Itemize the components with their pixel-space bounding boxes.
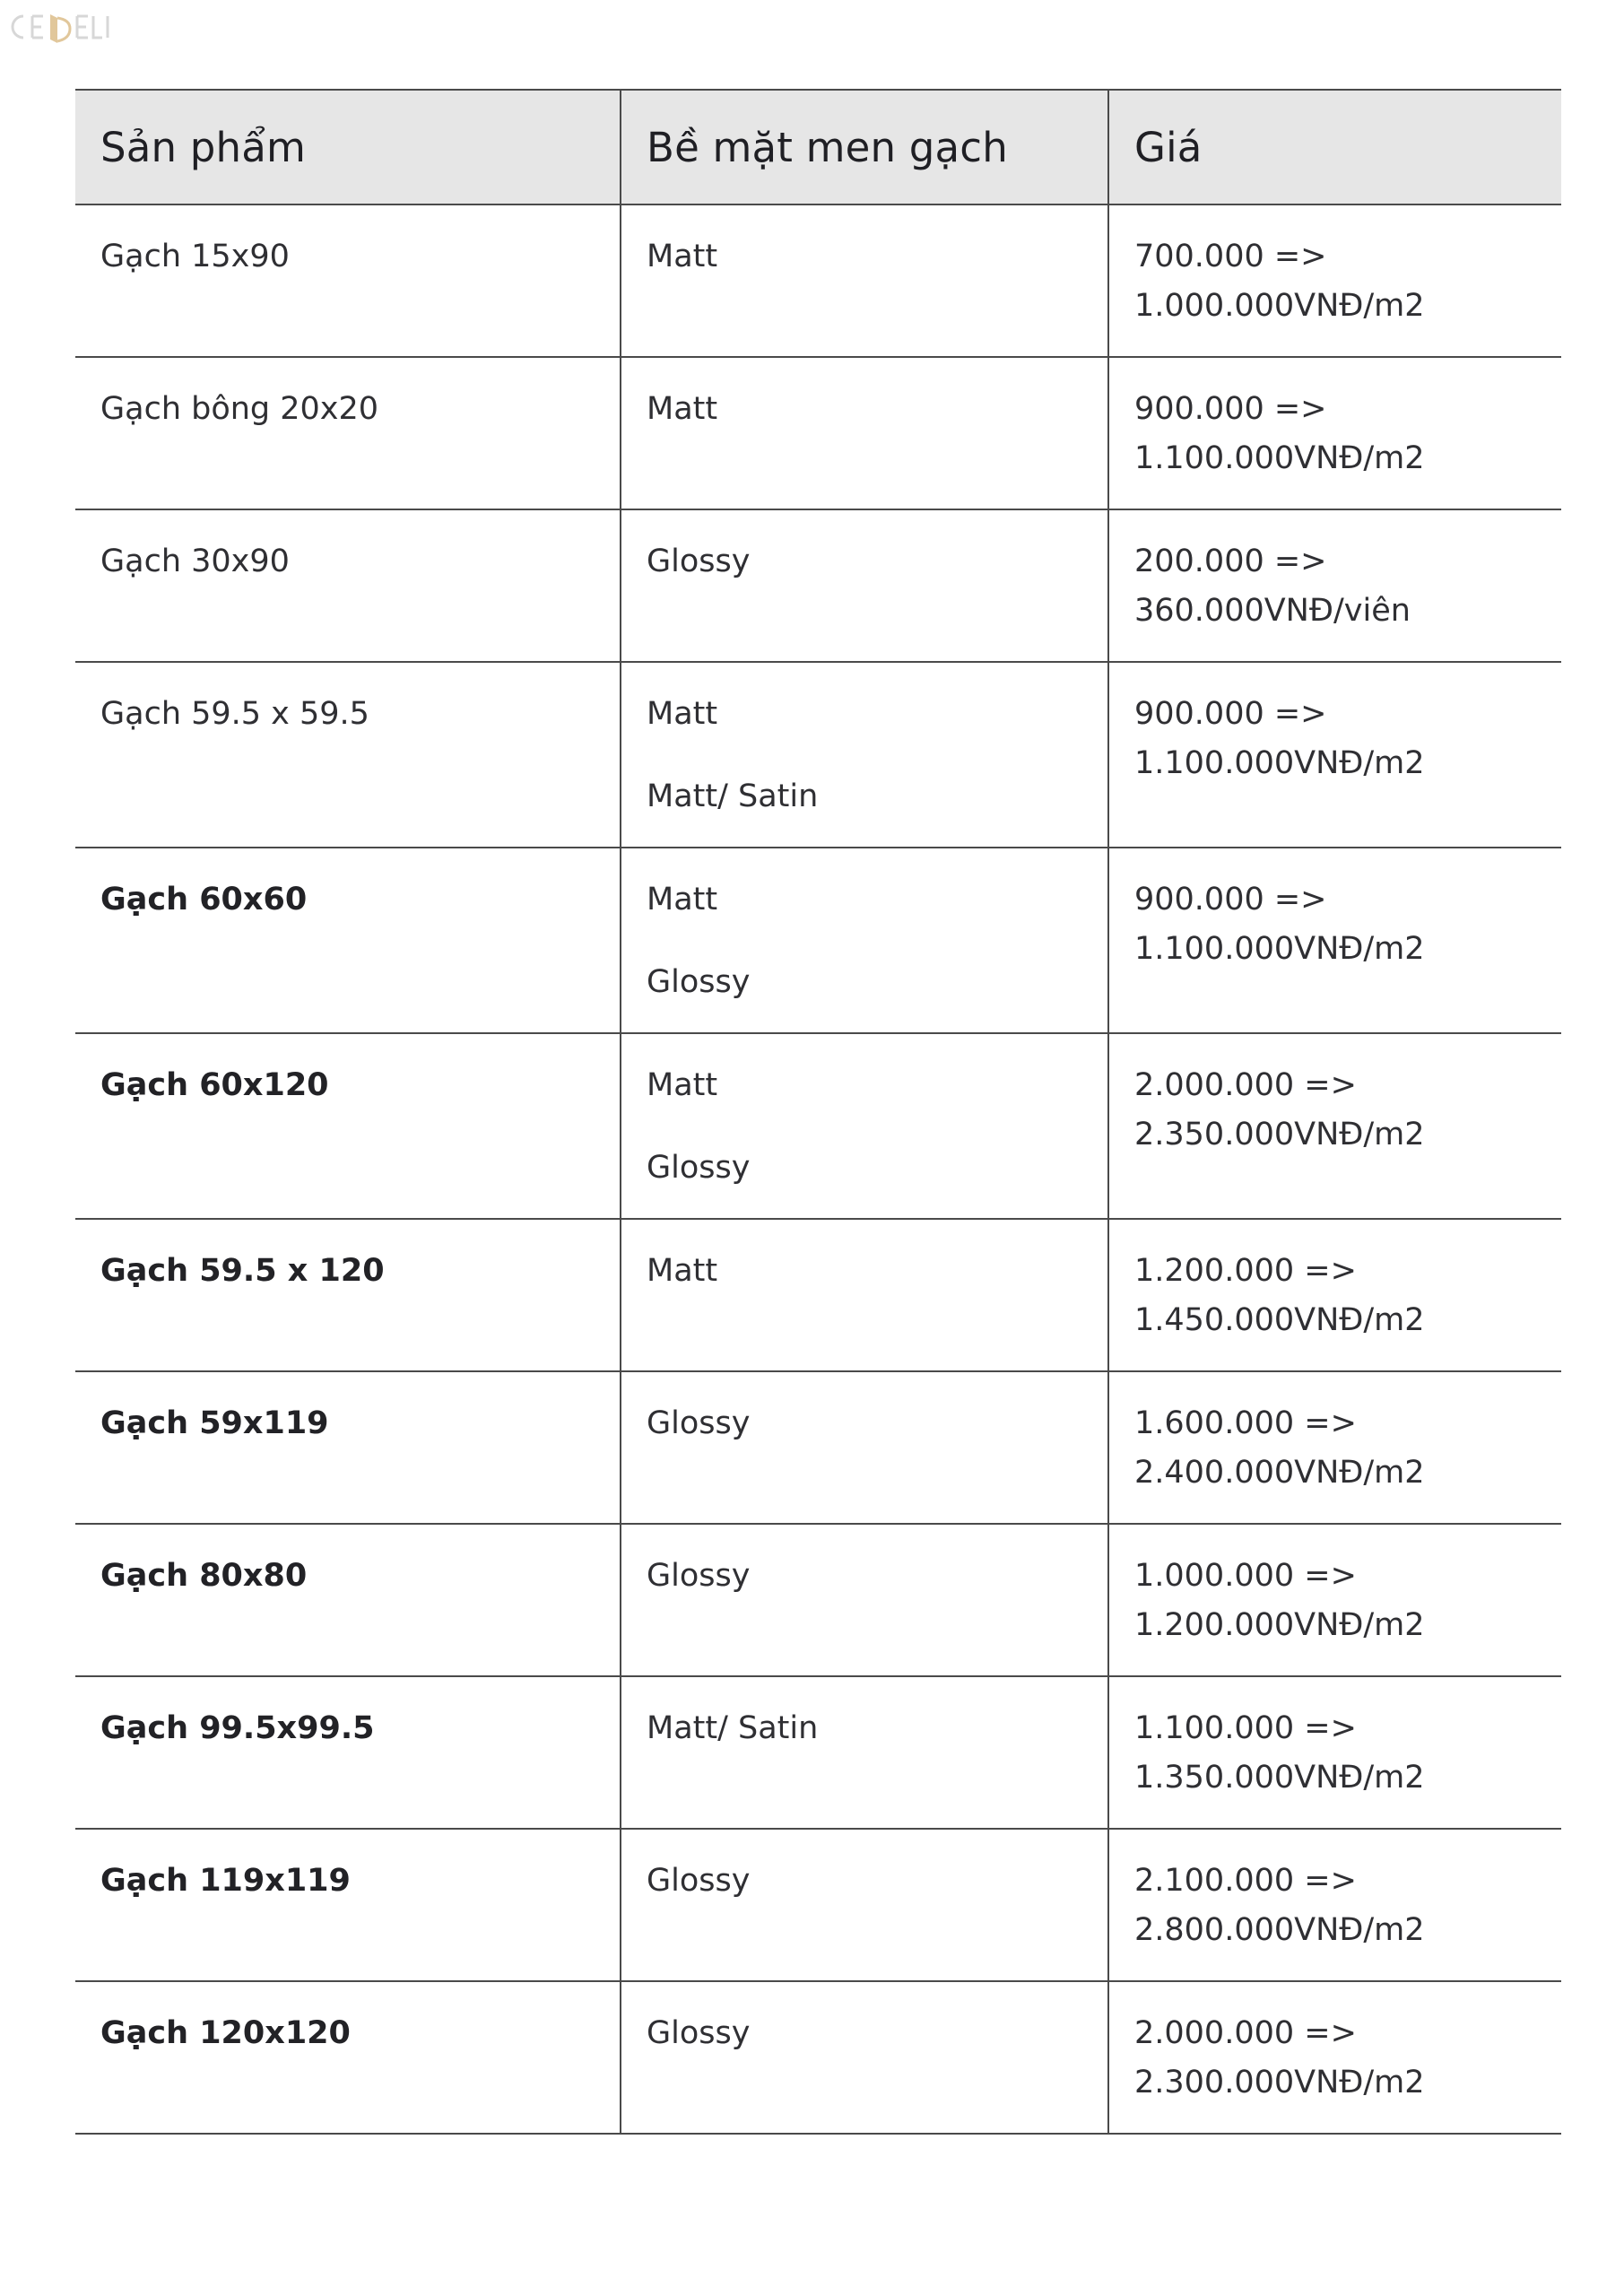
product-cell: Gạch 59.5 x 120 (75, 1219, 621, 1371)
price-to: 1.100.000VNĐ/m2 (1134, 745, 1425, 781)
surface-finish: Matt/ Satin (647, 1710, 819, 1746)
price-from: 900.000 => (1134, 882, 1327, 918)
surface-cell (621, 357, 1108, 509)
price-cell (1108, 357, 1561, 509)
table-row (75, 509, 1561, 662)
price-cell (1108, 848, 1561, 1033)
surface-finish: Glossy (647, 544, 751, 579)
price-to: 1.350.000VNĐ/m2 (1134, 1760, 1425, 1796)
price-to: 1.100.000VNĐ/m2 (1134, 931, 1425, 967)
surface-finish: Glossy (647, 2015, 751, 2051)
surface-finish: Glossy (647, 1558, 751, 1594)
price-from: 900.000 => (1134, 391, 1327, 427)
price-cell (1108, 509, 1561, 662)
price-from: 2.000.000 => (1134, 1067, 1357, 1103)
surface-finish: Matt (647, 696, 718, 732)
product-cell: Gạch 59.5 x 59.5 (75, 662, 621, 848)
price-cell (1108, 1219, 1561, 1371)
surface-finish: Matt (647, 1067, 718, 1103)
product-cell: Gạch 80x80 (75, 1524, 621, 1676)
table-row (75, 1676, 1561, 1829)
table-row (75, 848, 1561, 1033)
surface-cell (621, 1371, 1108, 1524)
surface-cell (621, 848, 1108, 1033)
table-row (75, 1524, 1561, 1676)
surface-cell (621, 1033, 1108, 1219)
price-from: 700.000 => (1134, 239, 1327, 274)
surface-finish: Glossy (647, 1405, 751, 1441)
price-cell (1108, 1524, 1561, 1676)
price-cell (1108, 1676, 1561, 1829)
cedeli-logo (7, 5, 113, 48)
price-to: 1.200.000VNĐ/m2 (1134, 1607, 1425, 1643)
surface-cell (621, 1524, 1108, 1676)
price-from: 1.600.000 => (1134, 1405, 1357, 1441)
product-cell: Gạch 15x90 (75, 204, 621, 357)
table-row (75, 1829, 1561, 1981)
product-cell: Gạch 59x119 (75, 1371, 621, 1524)
price-cell (1108, 1981, 1561, 2134)
surface-cell (621, 1981, 1108, 2134)
price-from: 1.100.000 => (1134, 1710, 1357, 1746)
product-cell: Gạch 119x119 (75, 1829, 621, 1981)
surface-finish: Matt (647, 1253, 718, 1289)
surface-cell (621, 204, 1108, 357)
surface-finish: Matt (647, 391, 718, 427)
price-table (75, 89, 1561, 2135)
price-to: 360.000VNĐ/viên (1134, 593, 1411, 629)
price-from: 2.000.000 => (1134, 2015, 1357, 2051)
product-cell: Gạch 60x120 (75, 1033, 621, 1219)
surface-finish: Matt (647, 882, 718, 918)
table-row (75, 662, 1561, 848)
product-cell: Gạch 99.5x99.5 (75, 1676, 621, 1829)
surface-finish: Glossy (647, 1150, 751, 1186)
price-from: 1.200.000 => (1134, 1253, 1357, 1289)
price-cell (1108, 1371, 1561, 1524)
surface-cell (621, 1829, 1108, 1981)
table-row (75, 1371, 1561, 1524)
table-row (75, 204, 1561, 357)
price-to: 1.000.000VNĐ/m2 (1134, 288, 1425, 324)
price-cell (1108, 1829, 1561, 1981)
surface-finish: Glossy (647, 1863, 751, 1899)
surface-cell (621, 1219, 1108, 1371)
product-cell: Gạch 60x60 (75, 848, 621, 1033)
surface-finish: Matt/ Satin (647, 778, 819, 814)
header-product: Sản phẩm (75, 90, 621, 204)
surface-cell (621, 662, 1108, 848)
price-to: 2.400.000VNĐ/m2 (1134, 1455, 1425, 1491)
table-row (75, 1981, 1561, 2134)
product-cell: Gạch 120x120 (75, 1981, 621, 2134)
price-to: 1.450.000VNĐ/m2 (1134, 1302, 1425, 1338)
price-from: 2.100.000 => (1134, 1863, 1357, 1899)
surface-cell (621, 509, 1108, 662)
header-surface: Bề mặt men gạch (621, 90, 1108, 204)
price-to: 2.800.000VNĐ/m2 (1134, 1912, 1425, 1948)
price-to: 1.100.000VNĐ/m2 (1134, 440, 1425, 476)
price-from: 1.000.000 => (1134, 1558, 1357, 1594)
price-cell (1108, 204, 1561, 357)
price-cell (1108, 1033, 1561, 1219)
table-row (75, 357, 1561, 509)
product-cell: Gạch 30x90 (75, 509, 621, 662)
header-price: Giá (1108, 90, 1561, 204)
cedeli-logo-mark (7, 9, 113, 45)
surface-cell (621, 1676, 1108, 1829)
price-to: 2.350.000VNĐ/m2 (1134, 1117, 1425, 1152)
table-row (75, 1219, 1561, 1371)
table-header-row (75, 90, 1561, 204)
price-from: 900.000 => (1134, 696, 1327, 732)
price-from: 200.000 => (1134, 544, 1327, 579)
price-table-container (75, 89, 1561, 2135)
table-row (75, 1033, 1561, 1219)
surface-finish: Matt (647, 239, 718, 274)
price-to: 2.300.000VNĐ/m2 (1134, 2065, 1425, 2100)
surface-finish: Glossy (647, 964, 751, 1000)
product-cell: Gạch bông 20x20 (75, 357, 621, 509)
price-cell (1108, 662, 1561, 848)
